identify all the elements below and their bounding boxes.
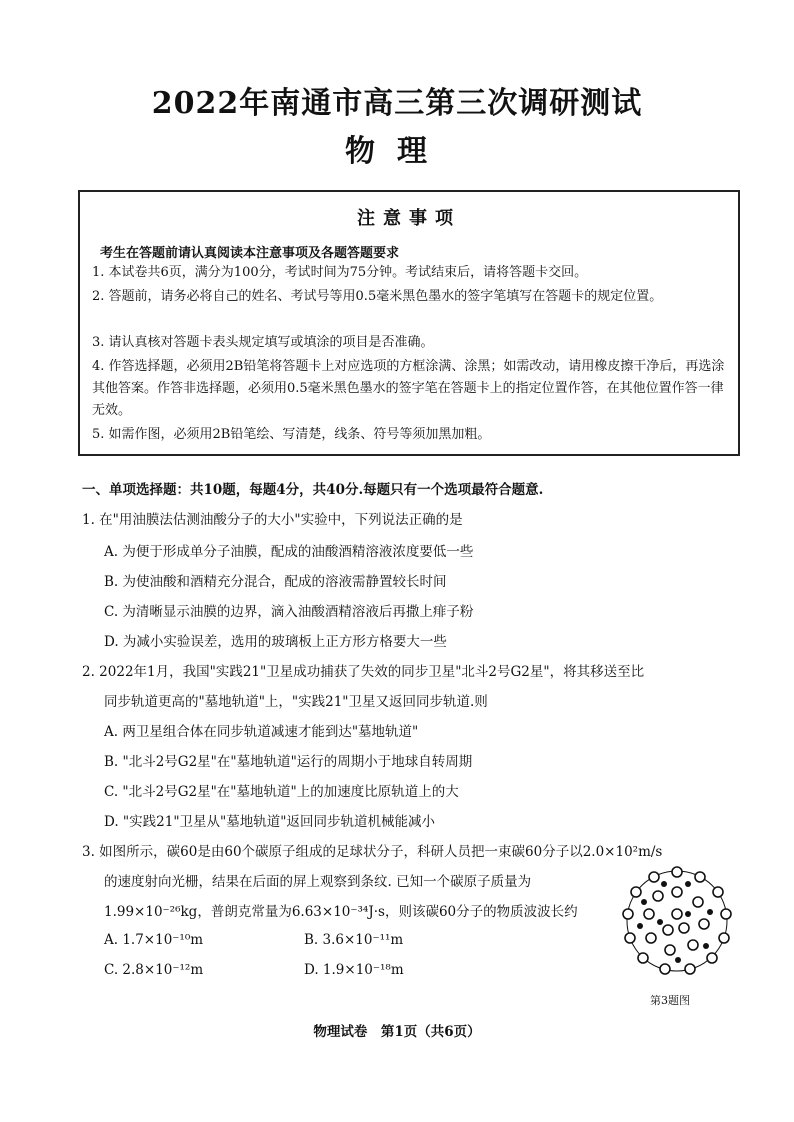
c60-molecule-figure: [618, 862, 736, 980]
q3-option-a: A. 1.7×10⁻¹⁰m: [104, 932, 204, 948]
exam-title: 2022年南通市高三第三次调研测试: [151, 86, 643, 121]
q3-option-c: C. 2.8×10⁻¹²m: [104, 962, 204, 978]
notice-heading: 注意事项: [357, 208, 461, 229]
q1-option-c: C. 为清晰显示油膜的边界，滴入油酸酒精溶液后再撒上痱子粉: [104, 604, 474, 620]
q1-option-d: D. 为减小实验误差，选用的玻璃板上正方形方格要大一些: [104, 634, 447, 650]
q2-stem-line2: 同步轨道更高的"墓地轨道"上，"实践21"卫星又返回同步轨道.则: [104, 694, 488, 710]
q1-stem: 1. 在"用油膜法估测油酸分子的大小"实验中，下列说法正确的是: [82, 512, 463, 528]
subject-title: 物理: [345, 134, 449, 169]
page-footer: 物理试卷 第1页（共6页）: [313, 1024, 481, 1040]
notice-box: [78, 190, 740, 456]
q3-stem-line1: 3. 如图所示，碳60是由60个碳原子组成的足球状分子，科研人员把一束碳60分子以2.0×10²m/s: [82, 844, 663, 860]
q2-option-c: C. "北斗2号G2星"在"墓地轨道"上的加速度比原轨道上的大: [104, 784, 459, 800]
notice-intro: 考生在答题前请认真阅读本注意事项及各题答题要求: [100, 246, 400, 261]
q3-option-d: D. 1.9×10⁻¹⁸m: [304, 962, 404, 978]
notice-item-4: 4. 作答选择题，必须用2B铅笔将答题卡上对应选项的方框涂满、涂黑；如需改动，请用橡皮擦干净后，再选涂其他答案。作答非选择题，必须用0.5毫米黑色墨水的签字笔在答题卡上的指定位置作答，在其他位置作答一律无效。: [92, 359, 725, 418]
section-heading: 一、单项选择题：共10题，每题4分，共40分.每题只有一个选项最符合题意.: [82, 482, 544, 498]
q3-stem-line3: 1.99×10⁻²⁶kg，普朗克常量为6.63×10⁻³⁴J·s，则该碳60分子的物质波波长约: [104, 904, 578, 920]
figure-caption: 第3题图: [650, 994, 690, 1007]
q2-option-d: D. "实践21"卫星从"墓地轨道"返回同步轨道机械能减小: [104, 814, 435, 830]
q3-option-b: B. 3.6×10⁻¹¹m: [304, 932, 404, 948]
q1-option-a: A. 为便于形成单分子油膜，配成的油酸酒精溶液浓度要低一些: [104, 544, 474, 560]
q2-stem-line1: 2. 2022年1月，我国"实践21"卫星成功捕获了失效的同步卫星"北斗2号G2星"，将其移送至比: [82, 664, 645, 680]
q1-option-b: B. 为使油酸和酒精充分混合，配成的溶液需静置较长时间: [104, 574, 447, 590]
notice-item-3: 3. 请认真核对答题卡表头规定填写或填涂的项目是否准确。: [92, 335, 434, 350]
notice-item-2: 2. 答题前，请务必将自己的姓名、考试号等用0.5毫米黑色墨水的签字笔填写在答题卡的规定位置。: [92, 289, 663, 304]
q2-option-b: B. "北斗2号G2星"在"墓地轨道"运行的周期小于地球自转周期: [104, 754, 473, 770]
q2-option-a: A. 两卫星组合体在同步轨道减速才能到达"墓地轨道": [104, 724, 419, 740]
q3-stem-line2: 的速度射向光栅，结果在后面的屏上观察到条纹. 已知一个碳原子质量为: [104, 874, 532, 890]
notice-item-1: 1. 本试卷共6页，满分为100分，考试时间为75分钟。考试结束后，请将答题卡交回。: [92, 265, 588, 280]
notice-item-5: 5. 如需作图，必须用2B铅笔绘、写清楚，线条、符号等须加黑加粗。: [92, 427, 491, 442]
